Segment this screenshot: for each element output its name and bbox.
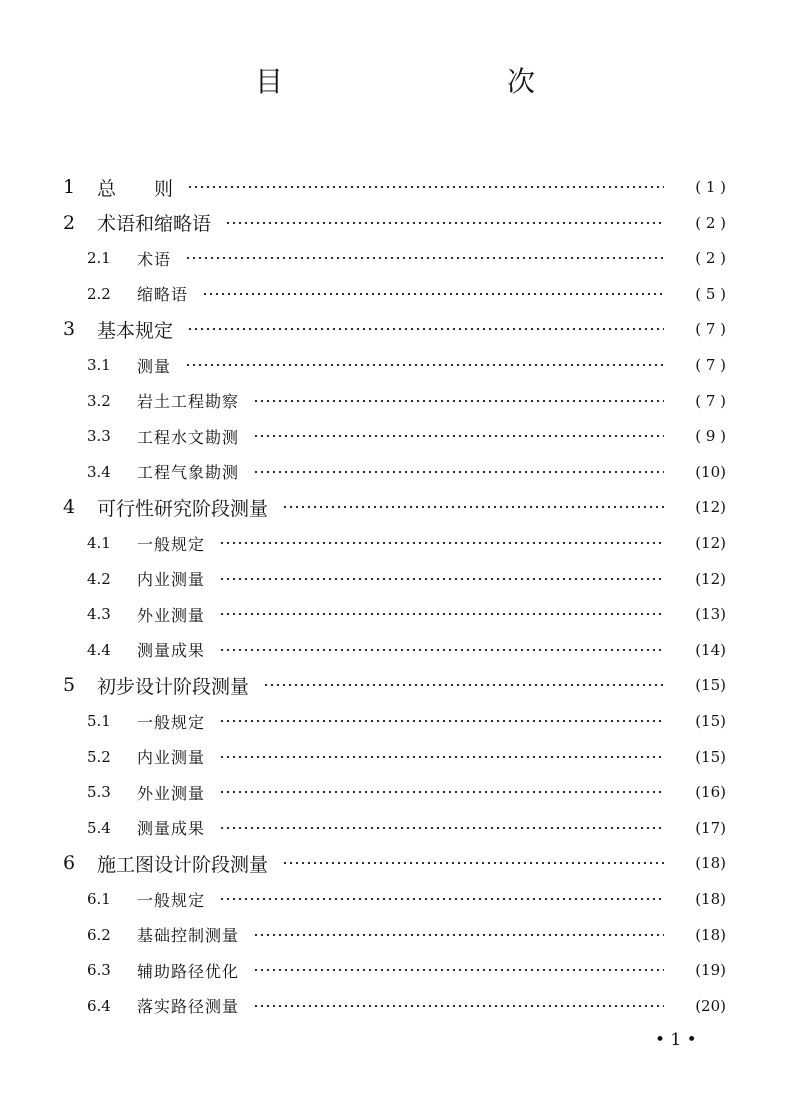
toc-section-entry[interactable] [0,526,790,560]
toc-section-entry[interactable] [0,882,790,916]
toc-entry-title: 测量 [137,356,172,376]
toc-leader-dots [253,400,664,402]
toc-entry-number: 6 [63,852,76,875]
toc-entry-number: 2.2 [87,284,111,303]
toc-entry-title: 初步设计阶段测量 [97,675,250,698]
toc-leader-dots [219,720,664,722]
toc-entry-number: 5.2 [87,747,111,766]
toc-leader-dots [185,364,664,366]
toc-entry-number: 2 [63,211,76,234]
toc-leader-dots [263,684,664,686]
toc-entry-number: 4.1 [87,534,111,552]
toc-leader-dots [219,756,664,758]
toc-entry-page: (18) [695,854,726,873]
toc-entry-title: 可行性研究阶段测量 [97,497,269,520]
toc-entry-page: (12) [695,569,726,588]
toc-chapter-entry[interactable] [0,846,790,880]
toc-entry-number: 4.2 [87,569,111,588]
toc-entry-page: ( 7 ) [695,391,726,410]
toc-section-entry[interactable] [0,348,790,382]
toc-entry-number: 3 [63,318,76,341]
toc-entry-number: 6.1 [87,890,111,908]
toc-section-entry[interactable] [0,704,790,738]
toc-entry-title: 术语和缩略语 [97,213,212,236]
toc-entry-page: (14) [695,640,726,659]
toc-entry-page: ( 7 ) [695,356,726,374]
toc-entry-number: 4 [63,496,76,519]
toc-leader-dots [187,186,664,188]
toc-entry-page: (10) [695,462,726,481]
toc-chapter-entry[interactable] [0,490,790,524]
toc-entry-page: (18) [695,890,726,908]
page-title: 目 次 [254,65,591,98]
toc-leader-dots [253,969,664,971]
toc-entry-title: 测量成果 [137,641,206,661]
toc-section-entry[interactable] [0,277,790,311]
toc-entry-number: 4.4 [87,640,111,659]
toc-entry-title: 施工图设计阶段测量 [97,853,269,876]
toc-leader-dots [219,898,664,900]
toc-entry-title: 岩土工程勘察 [137,392,240,412]
toc-entry-number: 5.3 [87,783,111,802]
toc-entry-page: (15) [695,747,726,766]
toc-entry-number: 1 [63,176,76,198]
toc-entry-title: 基础控制测量 [137,926,240,946]
toc-leader-dots [185,257,664,259]
toc-entry-title: 工程水文勘测 [137,427,240,447]
toc-section-entry[interactable] [0,562,790,596]
toc-leader-dots [282,506,664,508]
toc-leader-dots [282,862,664,864]
toc-section-entry[interactable] [0,740,790,774]
toc-section-entry[interactable] [0,384,790,418]
toc-entry-page: (13) [695,605,726,624]
toc-entry-page: (18) [695,925,726,944]
toc-entry-title: 一般规定 [137,890,206,910]
toc-entry-number: 3.3 [87,427,111,446]
toc-chapter-entry[interactable] [0,312,790,346]
toc-section-entry[interactable] [0,811,790,845]
toc-entry-number: 3.2 [87,391,111,410]
toc-section-entry[interactable] [0,989,790,1023]
toc-leader-dots [187,328,664,330]
toc-entry-page: (12) [695,498,726,517]
toc-section-entry[interactable] [0,597,790,631]
toc-section-entry[interactable] [0,918,790,952]
toc-entry-title: 总 则 [97,177,174,200]
toc-entry-number: 2.1 [87,249,111,268]
toc-entry-page: ( 9 ) [695,427,726,446]
toc-leader-dots [202,293,664,295]
toc-entry-title: 一般规定 [137,534,206,554]
page-number: • 1 • [655,1030,697,1050]
toc-entry-number: 6.4 [87,996,111,1015]
toc-entry-title: 外业测量 [137,605,206,625]
toc-entry-page: ( 5 ) [695,284,726,303]
toc-leader-dots [225,222,664,224]
toc-entry-page: ( 7 ) [695,320,726,339]
toc-entry-page: ( 2 ) [695,213,726,232]
toc-entry-number: 6.3 [87,961,111,980]
toc-section-entry[interactable] [0,241,790,275]
toc-entry-title: 缩略语 [137,285,189,305]
toc-entry-page: (12) [695,534,726,552]
toc-entry-title: 测量成果 [137,819,206,839]
toc-leader-dots [253,471,664,473]
toc-entry-number: 6.2 [87,925,111,944]
toc-leader-dots [253,435,664,437]
toc-entry-title: 外业测量 [137,783,206,803]
toc-leader-dots [219,613,664,615]
toc-entry-title: 内业测量 [137,570,206,590]
toc-section-entry[interactable] [0,455,790,489]
toc-entry-number: 3.1 [87,356,111,374]
toc-entry-page: (16) [695,783,726,802]
toc-entry-page: (17) [695,818,726,837]
toc-leader-dots [219,649,664,651]
toc-entry-number: 5.1 [87,712,111,730]
toc-section-entry[interactable] [0,953,790,987]
toc-leader-dots [219,578,664,580]
toc-leader-dots [253,934,664,936]
toc-entry-page: (15) [695,676,726,695]
toc-leader-dots [219,791,664,793]
toc-entry-title: 基本规定 [97,319,174,342]
toc-entry-title: 一般规定 [137,712,206,732]
toc-entry-page: (15) [695,712,726,730]
toc-chapter-entry[interactable] [0,206,790,240]
toc-entry-title: 辅助路径优化 [137,961,240,981]
toc-entry-page: (19) [695,961,726,980]
toc-chapter-entry[interactable] [0,170,790,204]
toc-entry-number: 5 [63,674,76,697]
toc-leader-dots [219,542,664,544]
toc-entry-number: 5.4 [87,818,111,837]
toc-section-entry[interactable] [0,775,790,809]
toc-chapter-entry[interactable] [0,668,790,702]
toc-entry-page: ( 2 ) [695,249,726,268]
toc-entry-number: 4.3 [87,605,111,624]
toc-leader-dots [253,1005,664,1007]
toc-entry-number: 3.4 [87,462,111,481]
toc-section-entry[interactable] [0,419,790,453]
toc-leader-dots [219,827,664,829]
toc-entry-title: 工程气象勘测 [137,463,240,483]
toc-entry-page: ( 1 ) [695,178,726,196]
toc-entry-page: (20) [695,996,726,1015]
toc-entry-title: 落实路径测量 [137,997,240,1017]
toc-section-entry[interactable] [0,633,790,667]
toc-entry-title: 术语 [137,249,172,269]
toc-entry-title: 内业测量 [137,748,206,768]
